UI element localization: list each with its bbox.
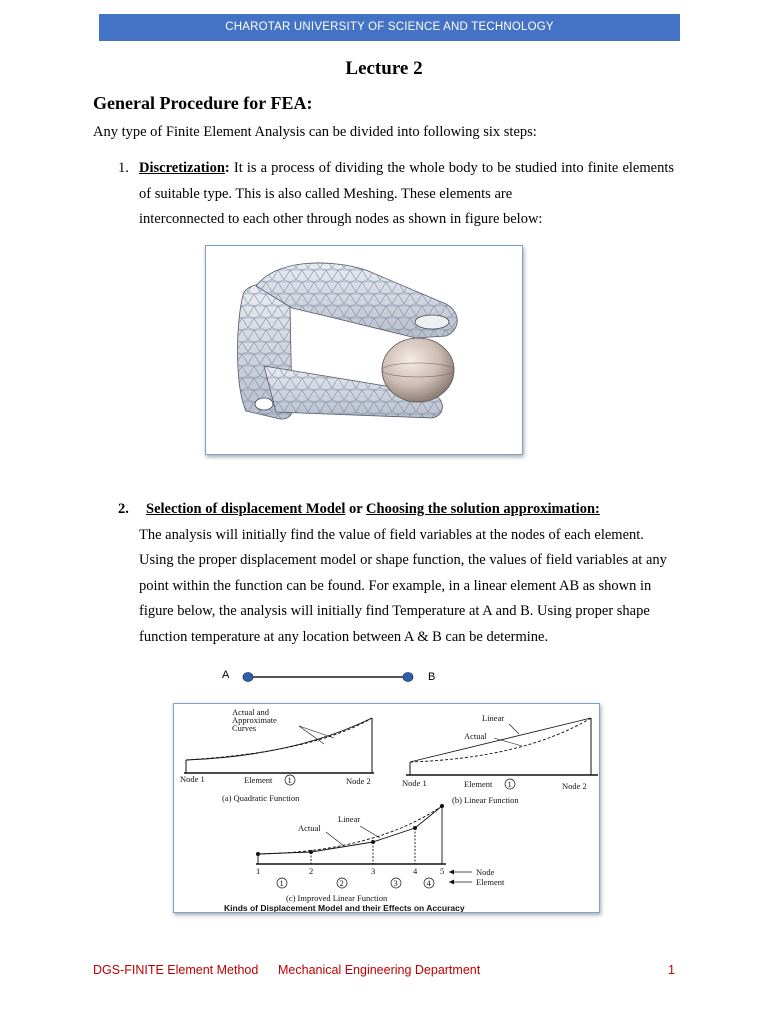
node-a (243, 673, 253, 682)
step-1 (118, 156, 674, 233)
step-2 (118, 497, 674, 650)
lin-actual-label: Actual (464, 731, 487, 741)
imp-element-4: 4 (426, 878, 431, 888)
header-banner: CHAROTAR UNIVERSITY OF SCIENCE AND TECHNOLOGY (99, 14, 680, 41)
step-2-term-b: Choosing the solution approximation: (366, 501, 600, 517)
quad-node-2: Node 2 (346, 776, 371, 786)
quad-curve-label-2: Approximate (232, 715, 277, 725)
step-1-text: It is a process of dividing the whole body to be studied into finite elements of suitable type. This is also called Meshing. These elements are (139, 160, 674, 202)
imp-node-3: 3 (371, 866, 376, 876)
step-1-number: 1. (118, 160, 129, 176)
quad-curve-label-1: Actual and (232, 707, 270, 717)
lin-element-number: 1 (507, 779, 512, 789)
lin-node-2: Node 2 (562, 781, 587, 791)
quad-curve-label-3: Curves (232, 723, 257, 733)
imp-actual-label: Actual (298, 823, 321, 833)
quad-node-1: Node 1 (180, 774, 205, 784)
section-heading: General Procedure for FEA: (93, 93, 313, 113)
meshed-bracket-drawing (206, 246, 522, 454)
step-2-number: 2. (118, 501, 129, 517)
quad-caption: (a) Quadratic Function (222, 793, 300, 803)
linear-element-ab (200, 665, 460, 689)
displacement-model-figure (173, 703, 600, 913)
lin-caption: (b) Linear Function (452, 795, 519, 805)
step-2-joiner: or (345, 501, 367, 517)
imp-node-legend: Node (476, 867, 495, 877)
imp-element-2: 2 (339, 878, 344, 888)
imp-caption: (c) Improved Linear Function (286, 893, 388, 903)
imp-element-1: 1 (279, 878, 284, 888)
lin-node-1: Node 1 (402, 778, 427, 788)
meshed-bracket-image (205, 245, 523, 455)
footer-course: DGS-FINITE Element Method (93, 963, 259, 977)
node-b (403, 673, 413, 682)
figure-caption: Kinds of Displacement Model and their Effects on Accuracy (224, 903, 465, 912)
imp-linear-label: Linear (338, 814, 361, 824)
imp-element-legend: Element (476, 877, 505, 887)
panel-linear (402, 713, 598, 805)
node-a-label: A (222, 669, 230, 681)
step-2-body: The analysis will initially find the value of field variables at the nodes of each element. Using the proper displacement model or shape function, the values of field variables at any point within the function can be found. For example, in a linear element AB as shown in figure below, the analysis will initially find Temperature at A and B. Using proper shape function temperature at any location between A & B can be determine. (139, 526, 667, 645)
imp-node-2: 2 (309, 866, 314, 876)
lin-linear-label: Linear (482, 713, 505, 723)
footer-page-number: 1 (668, 963, 675, 977)
imp-node-1: 1 (256, 866, 261, 876)
lin-element: Element (464, 779, 493, 789)
step-2-heading (118, 497, 674, 523)
panel-improved-linear (224, 804, 505, 912)
step-1-colon: : (224, 160, 230, 176)
quad-element: Element (244, 775, 273, 785)
imp-node-5: 5 (440, 866, 445, 876)
lecture-title: Lecture 2 (345, 58, 423, 79)
imp-node-4: 4 (413, 866, 418, 876)
step-1-term: Discretization (139, 160, 225, 176)
quad-element-number: 1 (287, 775, 292, 785)
panel-quadratic (180, 707, 374, 803)
intro-paragraph: Any type of Finite Element Analysis can be divided into following six steps: (93, 124, 537, 140)
displacement-model-drawing (174, 704, 599, 912)
footer-department: Mechanical Engineering Department (278, 963, 481, 977)
step-2-term-a: Selection of displacement Model (146, 501, 346, 517)
imp-element-3: 3 (393, 878, 398, 888)
step-1-body (139, 156, 674, 233)
step-1-text-last-line: interconnected to each other through nodes as shown in figure below: (139, 211, 543, 227)
node-b-label: B (428, 671, 436, 683)
